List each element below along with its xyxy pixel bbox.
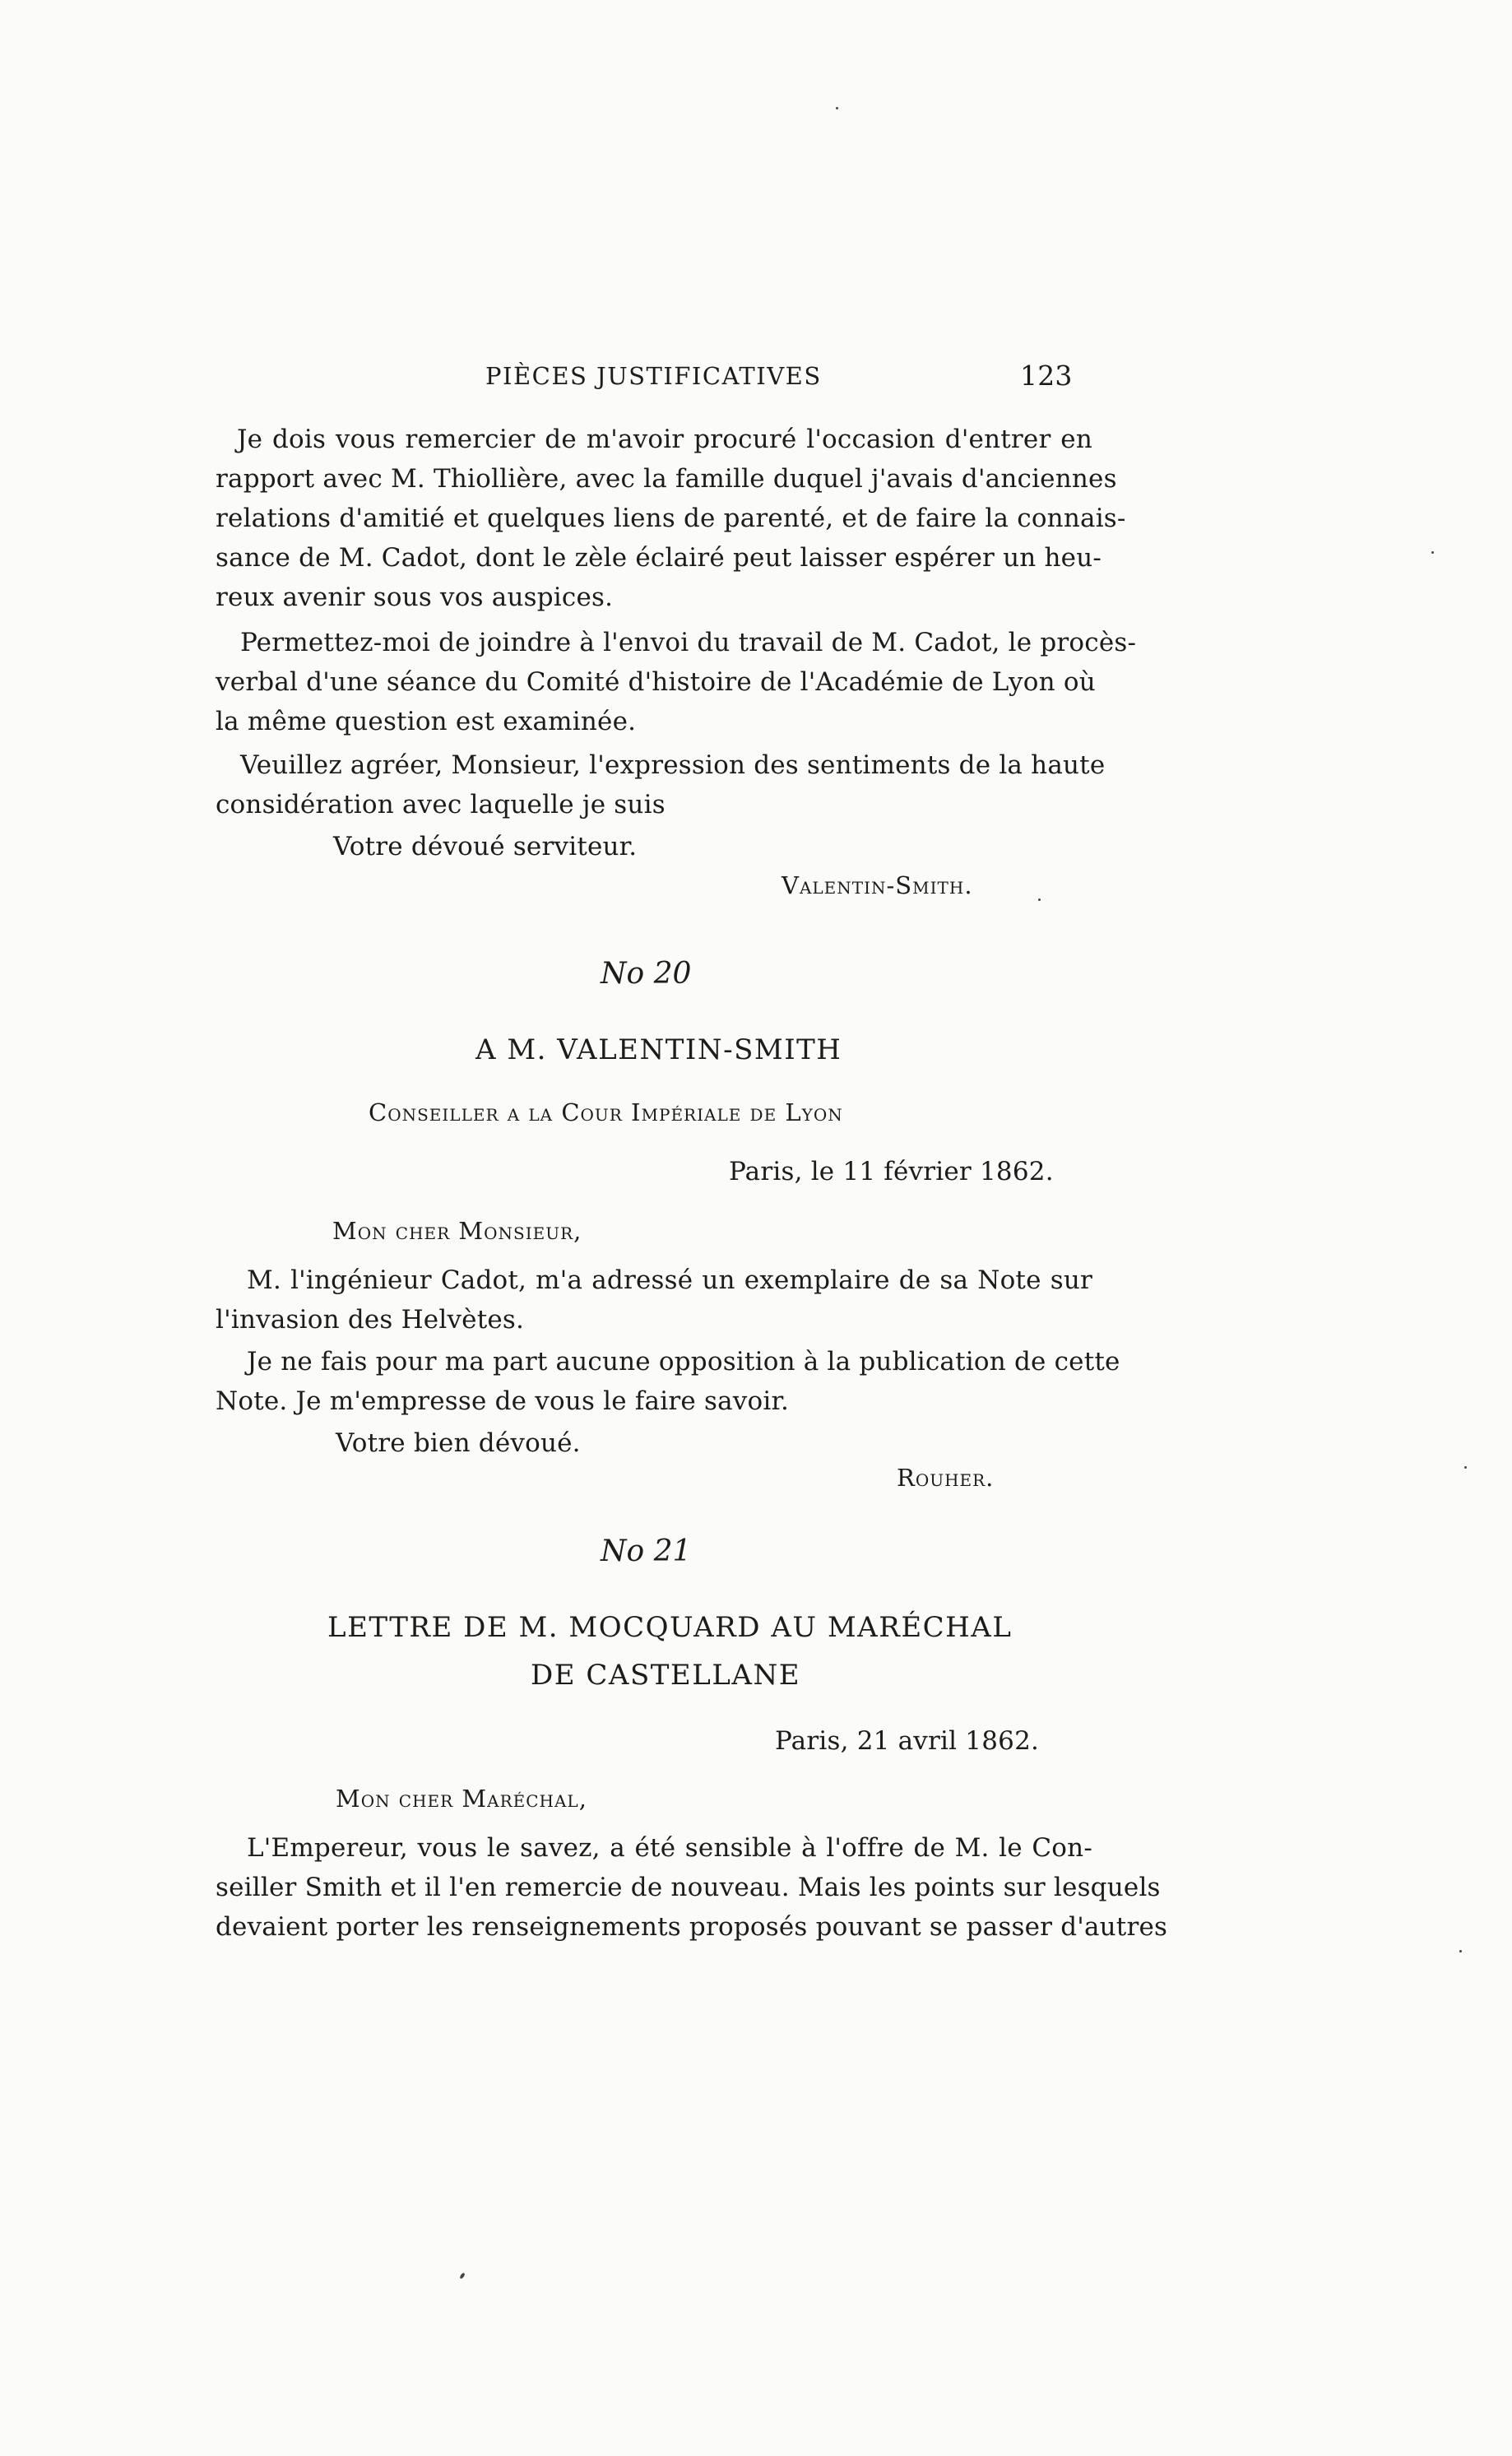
- paragraph-line: Je dois vous remercier de m'avoir procuré l'occasion d'entrer en: [237, 425, 1092, 454]
- paragraph-line: Je ne fais pour ma part aucune opposition à la publication de cette: [247, 1347, 1120, 1377]
- paragraph-line: l'invasion des Helvètes.: [216, 1305, 525, 1335]
- paragraph-line: seiller Smith et il l'en remercie de nouveau. Mais les points sur lesquels: [216, 1873, 1161, 1902]
- paragraph-line: devaient porter les renseignements proposés pouvant se passer d'autres: [216, 1912, 1168, 1942]
- letter-subtitle: Conseiller a la Cour Impériale de Lyon: [369, 1098, 843, 1126]
- paragraph-line: rapport avec M. Thiollière, avec la famille duquel j'avais d'anciennes: [216, 464, 1117, 494]
- letter-title: LETTRE DE M. MOCQUARD AU MARÉCHAL: [327, 1611, 1013, 1644]
- paragraph-line: verbal d'une séance du Comité d'histoire de l'Académie de Lyon où: [216, 667, 1096, 697]
- closing-formula: Votre dévoué serviteur.: [333, 832, 638, 861]
- paragraph-line: considération avec laquelle je suis: [216, 790, 666, 819]
- ink-speck: [1038, 898, 1041, 901]
- salutation: Mon cher Maréchal,: [336, 1785, 587, 1813]
- paragraph-line: M. l'ingénieur Cadot, m'a adressé un exemplaire de sa Note sur: [247, 1265, 1092, 1295]
- dateline: Paris, 21 avril 1862.: [775, 1726, 1040, 1756]
- ink-speck: [1464, 1466, 1467, 1469]
- paragraph-line: reux avenir sous vos auspices.: [216, 583, 614, 612]
- closing-formula: Votre bien dévoué.: [336, 1428, 581, 1458]
- ink-speck: [836, 107, 838, 109]
- letter-number: No 20: [601, 957, 692, 991]
- letter-title: DE CASTELLANE: [531, 1659, 801, 1692]
- paragraph-line: la même question est examinée.: [216, 707, 637, 736]
- paragraph-line: sance de M. Cadot, dont le zèle éclairé peut laisser espérer un heu-: [216, 543, 1102, 573]
- paragraph-line: relations d'amitié et quelques liens de parenté, et de faire la connais-: [216, 504, 1126, 533]
- letter-title: A M. VALENTIN-SMITH: [475, 1033, 842, 1066]
- paragraph-line: Permettez-moi de joindre à l'envoi du travail de M. Cadot, le procès-: [240, 628, 1137, 657]
- ink-speck: [1459, 1950, 1462, 1952]
- paragraph-line: Veuillez agréer, Monsieur, l'expression des sentiments de la haute: [240, 750, 1106, 780]
- page-number: 123: [1020, 360, 1073, 392]
- dateline: Paris, le 11 février 1862.: [729, 1157, 1054, 1186]
- salutation: Mon cher Monsieur,: [332, 1217, 582, 1245]
- letter-number: No 21: [601, 1534, 692, 1568]
- paragraph-line: Note. Je m'empresse de vous le faire savoir.: [216, 1386, 790, 1416]
- signature: Valentin-Smith.: [782, 871, 973, 899]
- ink-speck: [459, 2273, 466, 2280]
- signature: Rouher.: [897, 1464, 995, 1492]
- running-title: PIÈCES JUSTIFICATIVES: [485, 362, 822, 390]
- ink-speck: [1431, 551, 1434, 554]
- paragraph-line: L'Empereur, vous le savez, a été sensible à l'offre de M. le Con-: [247, 1833, 1092, 1863]
